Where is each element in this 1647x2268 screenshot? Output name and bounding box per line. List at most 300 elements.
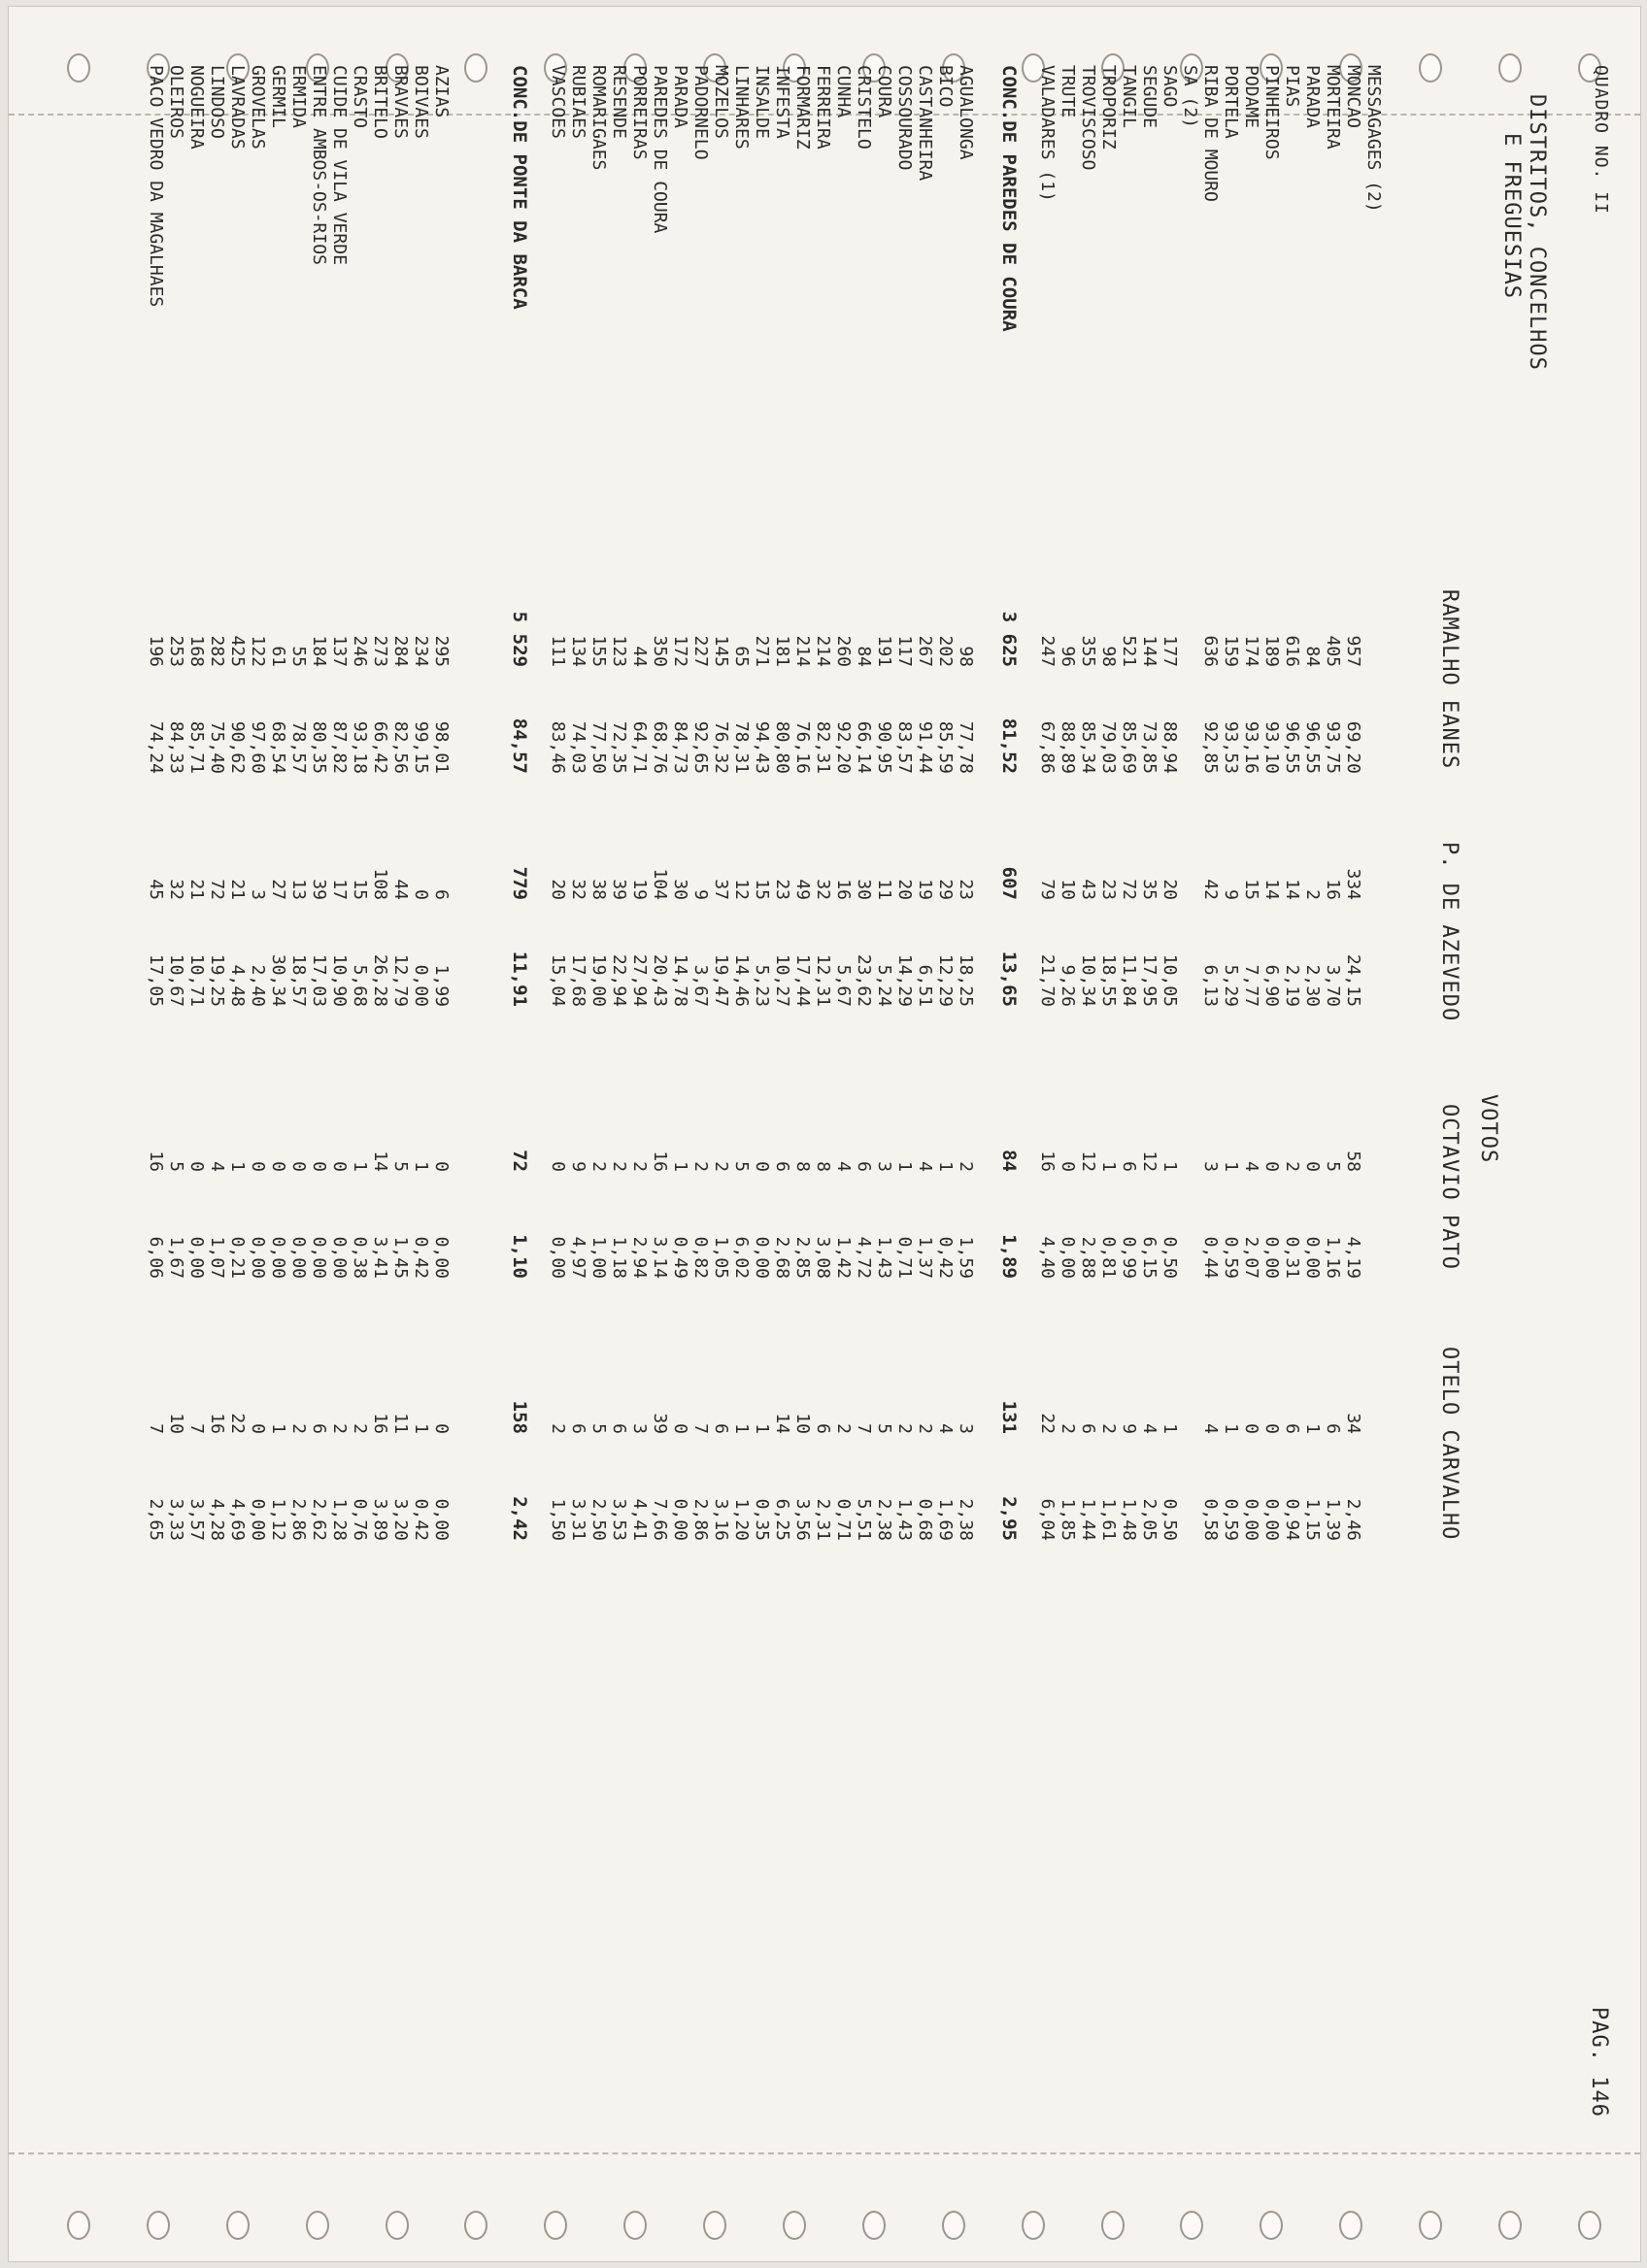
pato-votes: 4 (207, 1161, 227, 1172)
freguesia-name: PARADA (670, 65, 690, 129)
otelo-pct: 2,38 (956, 1498, 976, 1541)
ramalho-votes: 405 (1323, 635, 1343, 667)
ramalho-pct: 84,57 (509, 717, 530, 774)
azevedo-votes: 607 (998, 866, 1020, 900)
ramalho-votes: 61 (268, 646, 288, 667)
pato-pct: 1,59 (956, 1236, 976, 1279)
pato-votes: 0 (431, 1161, 452, 1172)
freguesia-name: FERREIRA (813, 65, 833, 150)
freguesia-name: CRASTO (350, 65, 370, 129)
table-row (1363, 65, 1384, 2201)
azevedo-pct: 15,04 (548, 953, 568, 1007)
pato-votes: 2 (690, 1161, 711, 1172)
freguesia-name: AZIAS (431, 65, 452, 118)
ramalho-pct: 96,55 (1302, 720, 1323, 774)
azevedo-votes: 16 (833, 879, 854, 900)
otelo-pct: 3,89 (370, 1498, 390, 1541)
pato-votes: 0 (186, 1161, 207, 1172)
freguesia-name: MONCAO (1343, 65, 1363, 129)
otelo-votes: 6 (309, 1423, 329, 1434)
pato-pct: 0,00 (431, 1236, 452, 1279)
otelo-pct: 2,95 (998, 1496, 1020, 1541)
results-section (977, 65, 1384, 2201)
ramalho-votes: 214 (813, 635, 833, 667)
ramalho-votes: 202 (935, 635, 956, 667)
ramalho-pct: 92,85 (1200, 720, 1221, 774)
otelo-pct: 0,35 (752, 1498, 772, 1541)
freguesia-name: PACO VEDRO DA MAGALHAES (146, 65, 166, 308)
pato-pct: 4,97 (568, 1236, 588, 1279)
pato-votes: 2 (956, 1161, 976, 1172)
ramalho-pct: 93,10 (1261, 720, 1282, 774)
table-row (268, 65, 288, 2201)
pato-votes: 5 (166, 1161, 186, 1172)
table-row (752, 65, 772, 2201)
azevedo-pct: 21,70 (1037, 953, 1058, 1007)
otelo-pct: 4,41 (629, 1498, 650, 1541)
azevedo-pct: 0,00 (411, 964, 431, 1007)
azevedo-votes: 15 (350, 879, 370, 900)
freguesia-name: BICO (935, 65, 956, 108)
azevedo-pct: 17,03 (309, 953, 329, 1007)
pato-votes: 0 (1058, 1161, 1078, 1172)
table-row (1139, 65, 1160, 2201)
otelo-votes: 4 (1139, 1423, 1160, 1434)
azevedo-pct: 17,05 (146, 953, 166, 1007)
azevedo-votes: 38 (588, 879, 609, 900)
ramalho-votes: 271 (752, 635, 772, 667)
freguesia-name: CRISTELO (854, 65, 874, 150)
table-row (309, 65, 329, 2201)
ramalho-votes: 123 (609, 635, 629, 667)
azevedo-pct: 3,67 (690, 964, 711, 1007)
table-row (248, 65, 268, 2201)
table-row (1261, 65, 1282, 2201)
pato-votes: 8 (813, 1161, 833, 1172)
table-row (207, 65, 227, 2201)
table-row (609, 65, 629, 2201)
ramalho-pct: 84,73 (670, 720, 690, 774)
azevedo-pct: 10,27 (772, 953, 792, 1007)
ramalho-pct: 80,35 (309, 720, 329, 774)
freguesia-name: TRUTE (1058, 65, 1078, 118)
table-row (370, 65, 390, 2201)
table-row (1098, 65, 1119, 2201)
azevedo-pct: 10,71 (186, 953, 207, 1007)
pato-votes: 4 (915, 1161, 935, 1172)
pato-pct: 1,42 (833, 1236, 854, 1279)
pato-votes: 2 (609, 1161, 629, 1172)
table-row (548, 65, 568, 2201)
freguesia-name: MESSAGAGES (2) (1363, 65, 1384, 213)
otelo-pct: 0,76 (350, 1498, 370, 1541)
table-row (186, 65, 207, 2201)
ramalho-pct: 92,65 (690, 720, 711, 774)
pato-votes: 1 (1160, 1161, 1180, 1172)
otelo-votes: 4 (935, 1423, 956, 1434)
azevedo-pct: 5,24 (874, 964, 894, 1007)
pato-votes: 1 (411, 1161, 431, 1172)
otelo-pct: 3,56 (792, 1498, 813, 1541)
azevedo-votes: 6 (431, 889, 452, 900)
table-row (792, 65, 813, 2201)
otelo-votes: 1 (1302, 1423, 1323, 1434)
pato-votes: 0 (1261, 1161, 1282, 1172)
ramalho-pct: 91,44 (915, 720, 935, 774)
freguesia-name: PAREDES DE COURA (650, 65, 670, 234)
table-row (227, 65, 248, 2201)
table-row (1119, 65, 1139, 2201)
ramalho-pct: 82,31 (813, 720, 833, 774)
ramalho-votes: 84 (854, 646, 874, 667)
otelo-votes: 2 (1058, 1423, 1078, 1434)
ramalho-pct: 64,71 (629, 720, 650, 774)
table-row (390, 65, 411, 2201)
ramalho-votes: 246 (350, 635, 370, 667)
freguesia-name: CASTANHEIRA (915, 65, 935, 182)
table-row (1323, 65, 1343, 2201)
ramalho-pct: 66,42 (370, 720, 390, 774)
azevedo-votes: 12 (731, 879, 752, 900)
pato-votes: 72 (509, 1150, 530, 1172)
table-row (1241, 65, 1261, 2201)
pato-votes: 3 (874, 1161, 894, 1172)
ramalho-pct: 83,57 (894, 720, 915, 774)
freguesia-name: PODAME (1241, 65, 1261, 129)
otelo-pct: 1,15 (1302, 1498, 1323, 1541)
table-row (935, 65, 956, 2201)
ramalho-pct: 85,69 (1119, 720, 1139, 774)
freguesia-name: RIBA DE MOURO (1200, 65, 1221, 202)
ramalho-pct: 96,55 (1282, 720, 1302, 774)
azevedo-pct: 5,23 (752, 964, 772, 1007)
otelo-votes: 10 (792, 1413, 813, 1434)
azevedo-votes: 13 (288, 879, 309, 900)
azevedo-votes: 23 (772, 879, 792, 900)
azevedo-pct: 2,30 (1302, 964, 1323, 1007)
candidate-otelo-carvalho: OTELO CARVALHO (1437, 1347, 1462, 1541)
ramalho-pct: 93,16 (1241, 720, 1261, 774)
pato-votes: 2 (629, 1161, 650, 1172)
freguesia-name: LAVRADAS (227, 65, 248, 150)
pato-votes: 1 (227, 1161, 248, 1172)
azevedo-votes: 37 (711, 879, 731, 900)
freguesia-name: NOGUEIRA (186, 65, 207, 150)
ramalho-pct: 88,94 (1160, 720, 1180, 774)
table-row (1302, 65, 1323, 2201)
pato-pct: 0,31 (1282, 1236, 1302, 1279)
freguesia-name: BRITELO (370, 65, 390, 139)
pato-votes: 1 (670, 1161, 690, 1172)
pato-pct: 0,00 (1302, 1236, 1323, 1279)
azevedo-pct: 11,84 (1119, 953, 1139, 1007)
pato-votes: 0 (548, 1161, 568, 1172)
table-row (350, 65, 370, 2201)
otelo-votes: 14 (772, 1413, 792, 1434)
otelo-votes: 1 (731, 1423, 752, 1434)
total-name: CONC.DE PAREDES DE COURA (998, 65, 1020, 332)
freguesia-name: VALADARES (1) (1037, 65, 1058, 202)
azevedo-votes: 30 (854, 879, 874, 900)
pato-votes: 14 (370, 1151, 390, 1172)
otelo-pct: 0,58 (1200, 1498, 1221, 1541)
pato-votes: 1 (1221, 1161, 1241, 1172)
azevedo-votes: 334 (1343, 868, 1363, 900)
pato-pct: 1,43 (874, 1236, 894, 1279)
pato-votes: 5 (1323, 1161, 1343, 1172)
freguesia-name: ROMARIGAES (588, 65, 609, 171)
pato-pct: 1,37 (915, 1236, 935, 1279)
pato-votes: 58 (1343, 1151, 1363, 1172)
pato-pct: 0,00 (268, 1236, 288, 1279)
azevedo-votes: 15 (752, 879, 772, 900)
pato-pct: 6,06 (146, 1236, 166, 1279)
pato-votes: 16 (1037, 1151, 1058, 1172)
otelo-pct: 1,28 (329, 1498, 350, 1541)
azevedo-votes: 10 (1058, 879, 1078, 900)
pato-pct: 0,99 (1119, 1236, 1139, 1279)
ramalho-pct: 92,20 (833, 720, 854, 774)
candidate-p-de-azevedo: P. DE AZEVEDO (1437, 842, 1462, 1022)
pato-votes: 16 (146, 1151, 166, 1172)
otelo-votes: 1 (411, 1423, 431, 1434)
azevedo-pct: 10,34 (1078, 953, 1098, 1007)
azevedo-pct: 17,44 (792, 953, 813, 1007)
otelo-pct: 4,69 (227, 1498, 248, 1541)
azevedo-pct: 14,78 (670, 953, 690, 1007)
pato-pct: 0,38 (350, 1236, 370, 1279)
ramalho-votes: 174 (1241, 635, 1261, 667)
ramalho-votes: 253 (166, 635, 186, 667)
freguesia-name: OLEIROS (166, 65, 186, 139)
pato-pct: 3,41 (370, 1236, 390, 1279)
pato-pct: 1,45 (390, 1236, 411, 1279)
votos-label: VOTOS (1476, 1094, 1500, 1164)
azevedo-votes: 108 (370, 868, 390, 900)
pato-pct: 0,00 (309, 1236, 329, 1279)
table-row (288, 65, 309, 2201)
freguesia-name: MOZELOS (711, 65, 731, 139)
pato-pct: 2,88 (1078, 1236, 1098, 1279)
ramalho-pct: 76,32 (711, 720, 731, 774)
azevedo-votes: 19 (915, 879, 935, 900)
freguesia-name: AGUALONGA (956, 65, 976, 160)
otelo-votes: 1 (1160, 1423, 1180, 1434)
ramalho-votes: 145 (711, 635, 731, 667)
freguesia-name: PARADA (1302, 65, 1323, 129)
freguesia-name: GERMIL (268, 65, 288, 129)
otelo-pct: 2,42 (509, 1496, 530, 1541)
azevedo-pct: 13,65 (998, 951, 1020, 1007)
table-row (1343, 65, 1363, 2201)
azevedo-pct: 24,15 (1343, 953, 1363, 1007)
azevedo-votes: 104 (650, 868, 670, 900)
ramalho-pct: 83,46 (548, 720, 568, 774)
azevedo-votes: 21 (186, 879, 207, 900)
table-row (813, 65, 833, 2201)
pato-votes: 6 (854, 1161, 874, 1172)
freguesia-name: PIAS (1282, 65, 1302, 108)
ramalho-votes: 155 (588, 635, 609, 667)
table-row (894, 65, 915, 2201)
otelo-pct: 1,48 (1119, 1498, 1139, 1541)
table-row (854, 65, 874, 2201)
table-row (874, 65, 894, 2201)
otelo-pct: 1,12 (268, 1498, 288, 1541)
otelo-votes: 34 (1343, 1413, 1363, 1434)
pato-pct: 4,72 (854, 1236, 874, 1279)
pato-votes: 16 (650, 1151, 670, 1172)
table-row (915, 65, 935, 2201)
freguesia-name: SAGO (1160, 65, 1180, 108)
rotated-table (24, 7, 1636, 2259)
azevedo-pct: 7,77 (1241, 964, 1261, 1007)
azevedo-votes: 3 (248, 889, 268, 900)
ramalho-votes: 84 (1302, 646, 1323, 667)
otelo-pct: 0,71 (833, 1498, 854, 1541)
otelo-votes: 9 (1119, 1423, 1139, 1434)
otelo-votes: 131 (998, 1400, 1020, 1434)
azevedo-pct: 14,46 (731, 953, 752, 1007)
azevedo-pct: 5,29 (1221, 964, 1241, 1007)
azevedo-votes: 20 (548, 879, 568, 900)
ramalho-pct: 77,50 (588, 720, 609, 774)
otelo-votes: 6 (1323, 1423, 1343, 1434)
pato-pct: 1,18 (609, 1236, 629, 1279)
table-row (731, 65, 752, 2201)
ramalho-pct: 88,89 (1058, 720, 1078, 774)
otelo-pct: 0,59 (1221, 1498, 1241, 1541)
azevedo-votes: 79 (1037, 879, 1058, 900)
otelo-votes: 7 (690, 1423, 711, 1434)
ramalho-pct: 68,54 (268, 720, 288, 774)
otelo-votes: 3 (956, 1423, 976, 1434)
ramalho-pct: 85,34 (1078, 720, 1098, 774)
table-row (711, 65, 731, 2201)
ramalho-votes: 181 (772, 635, 792, 667)
pato-pct: 4,40 (1037, 1236, 1058, 1279)
azevedo-pct: 26,28 (370, 953, 390, 1007)
freguesia-name: RESENDE (609, 65, 629, 139)
pato-votes: 1 (935, 1161, 956, 1172)
azevedo-votes: 779 (509, 866, 530, 900)
pato-votes: 0 (1302, 1161, 1323, 1172)
otelo-votes: 6 (711, 1423, 731, 1434)
azevedo-pct: 3,70 (1323, 964, 1343, 1007)
freguesia-name: BRAVAES (390, 65, 411, 139)
ramalho-votes: 44 (629, 646, 650, 667)
azevedo-pct: 19,00 (588, 953, 609, 1007)
otelo-votes: 3 (629, 1423, 650, 1434)
ramalho-votes: 98 (1098, 646, 1119, 667)
azevedo-pct: 22,94 (609, 953, 629, 1007)
ramalho-pct: 67,86 (1037, 720, 1058, 774)
otelo-pct: 2,46 (1343, 1498, 1363, 1541)
freguesia-name: GROVELAS (248, 65, 268, 150)
freguesia-name: SEGUDE (1139, 65, 1160, 129)
pato-pct: 4,19 (1343, 1236, 1363, 1279)
ramalho-votes: 273 (370, 635, 390, 667)
azevedo-pct: 19,25 (207, 953, 227, 1007)
page-number: PAG. 146 (1587, 2007, 1611, 2118)
otelo-pct: 5,51 (854, 1498, 874, 1541)
otelo-pct: 1,50 (548, 1498, 568, 1541)
otelo-pct: 3,31 (568, 1498, 588, 1541)
otelo-votes: 2 (894, 1423, 915, 1434)
ramalho-pct: 78,31 (731, 720, 752, 774)
pato-votes: 12 (1078, 1151, 1098, 1172)
table-row (1200, 65, 1221, 2201)
azevedo-pct: 30,34 (268, 953, 288, 1007)
pato-pct: 0,00 (1058, 1236, 1078, 1279)
ramalho-votes: 957 (1343, 635, 1363, 667)
ramalho-pct: 74,03 (568, 720, 588, 774)
pato-votes: 6 (772, 1161, 792, 1172)
pato-pct: 1,89 (998, 1234, 1020, 1279)
ramalho-votes: 284 (390, 635, 411, 667)
azevedo-votes: 49 (792, 879, 813, 900)
pato-pct: 1,16 (1323, 1236, 1343, 1279)
otelo-votes: 5 (588, 1423, 609, 1434)
pato-pct: 3,14 (650, 1236, 670, 1279)
ramalho-votes: 260 (833, 635, 854, 667)
pato-votes: 6 (1119, 1161, 1139, 1172)
ramalho-pct: 73,85 (1139, 720, 1160, 774)
azevedo-pct: 20,43 (650, 953, 670, 1007)
otelo-votes: 22 (227, 1413, 248, 1434)
otelo-pct: 2,50 (588, 1498, 609, 1541)
freguesia-name: COSSOURADO (894, 65, 915, 171)
pato-pct: 0,82 (690, 1236, 711, 1279)
pato-votes: 5 (731, 1161, 752, 1172)
results-section (146, 65, 452, 2201)
pato-pct: 0,44 (1200, 1236, 1221, 1279)
ramalho-votes: 111 (548, 635, 568, 667)
pato-pct: 0,42 (935, 1236, 956, 1279)
ramalho-pct: 74,24 (146, 720, 166, 774)
otelo-pct: 6,25 (772, 1498, 792, 1541)
otelo-pct: 2,31 (813, 1498, 833, 1541)
azevedo-votes: 39 (309, 879, 329, 900)
azevedo-votes: 16 (1323, 879, 1343, 900)
azevedo-votes: 15 (1241, 879, 1261, 900)
pato-votes: 2 (588, 1161, 609, 1172)
azevedo-votes: 32 (813, 879, 833, 900)
otelo-votes: 0 (670, 1423, 690, 1434)
table-row (431, 65, 452, 2201)
freguesia-name: CUIDE DE VILA VERDE (329, 65, 350, 265)
pato-pct: 0,50 (1160, 1236, 1180, 1279)
ramalho-pct: 85,71 (186, 720, 207, 774)
otelo-votes: 158 (509, 1400, 530, 1434)
ramalho-pct: 97,60 (248, 720, 268, 774)
ramalho-votes: 96 (1058, 646, 1078, 667)
pato-pct: 6,02 (731, 1236, 752, 1279)
ramalho-pct: 85,59 (935, 720, 956, 774)
otelo-pct: 2,38 (874, 1498, 894, 1541)
otelo-votes: 6 (1282, 1423, 1302, 1434)
otelo-pct: 0,00 (1261, 1498, 1282, 1541)
otelo-votes: 2 (350, 1423, 370, 1434)
otelo-votes: 1 (752, 1423, 772, 1434)
otelo-votes: 7 (146, 1423, 166, 1434)
azevedo-pct: 27,94 (629, 953, 650, 1007)
table-row (690, 65, 711, 2201)
pato-pct: 0,00 (329, 1236, 350, 1279)
otelo-pct: 0,00 (248, 1498, 268, 1541)
freguesia-name: LINHARES (731, 65, 752, 150)
pato-pct: 2,85 (792, 1236, 813, 1279)
